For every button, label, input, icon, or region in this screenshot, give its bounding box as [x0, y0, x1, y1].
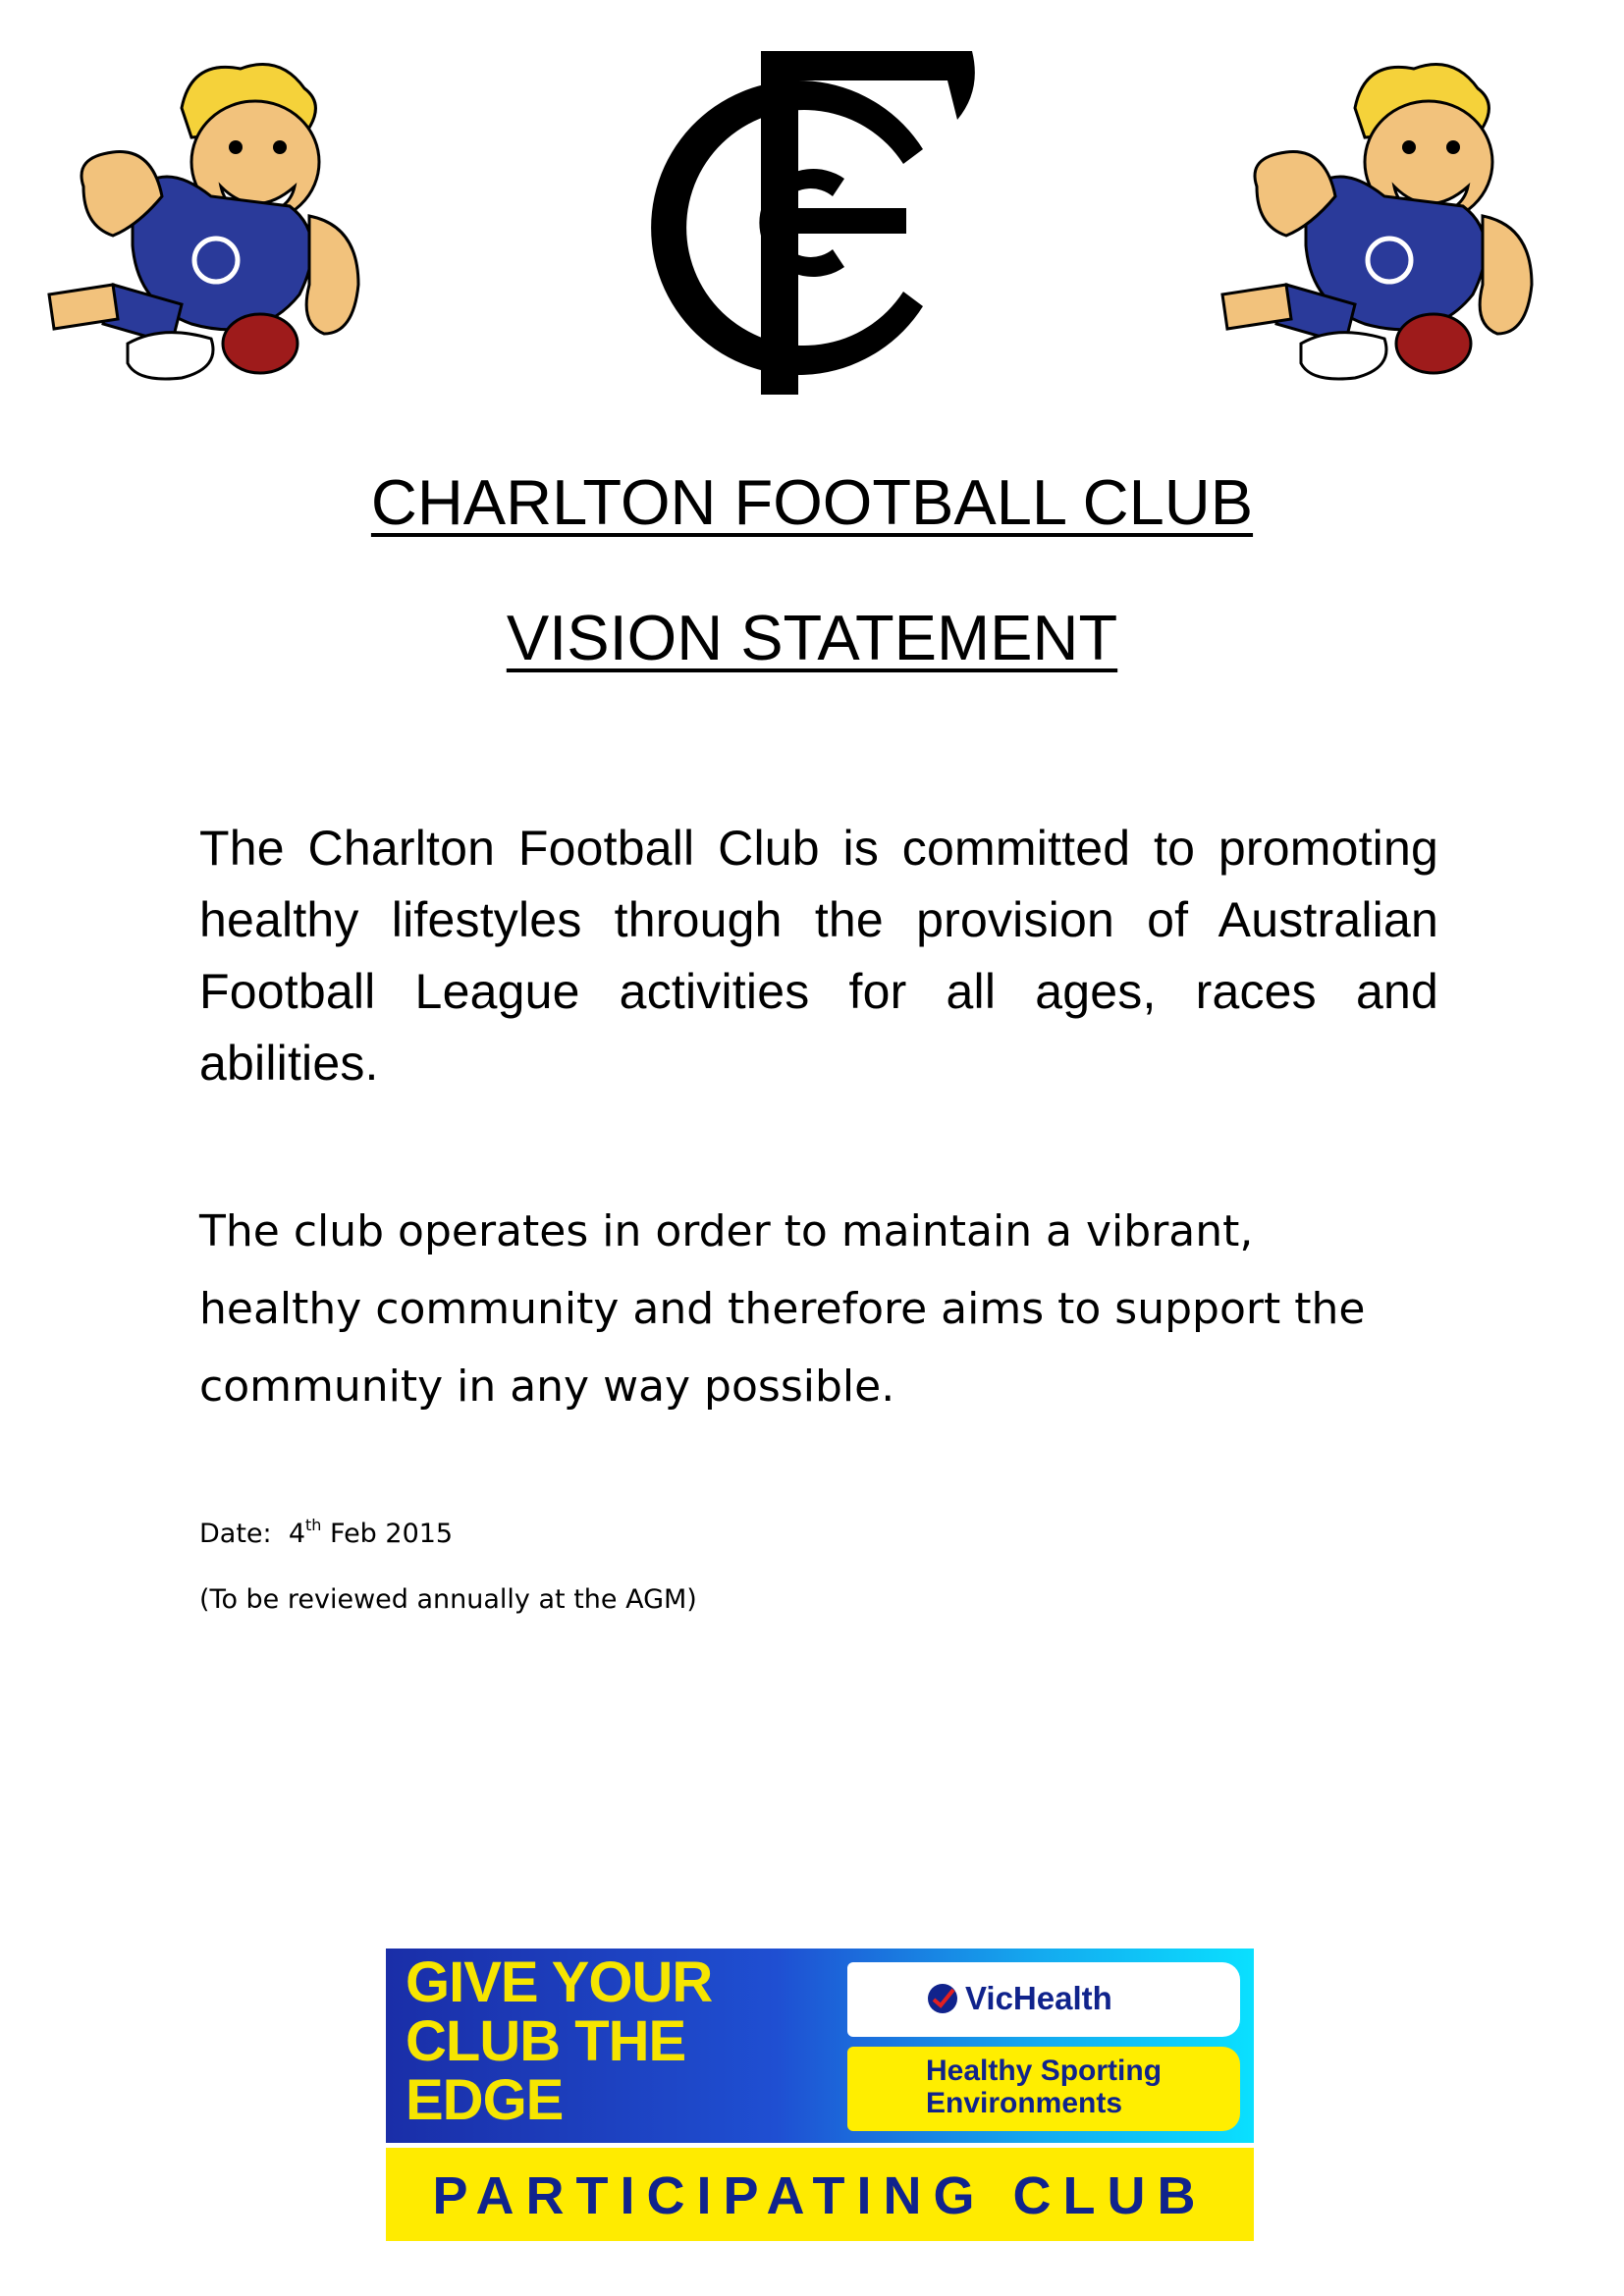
program-box — [847, 2047, 1240, 2131]
banner-line-2: CLUB THE — [406, 2009, 686, 2073]
vichealth-logo-icon — [926, 1982, 959, 2015]
banner-line-3: EDGE — [406, 2068, 564, 2132]
program-text — [926, 2055, 1162, 2119]
club-fc-logo — [609, 41, 992, 402]
participating-club-text: PARTICIPATING CLUB — [432, 2166, 1208, 2225]
program-line-1: Healthy Sporting — [926, 2055, 1163, 2087]
date-label: Date: — [199, 1519, 272, 1549]
vichealth-text: VicHealth — [965, 1980, 1112, 2016]
vichealth-box — [847, 1962, 1240, 2037]
mascot-illustration-right — [1218, 49, 1556, 388]
mission-line-1: The club operates in order to maintain a vibrant, — [199, 1206, 1254, 1256]
date-day: 4 — [288, 1519, 305, 1549]
review-note: (To be reviewed annually at the AGM) — [199, 1584, 697, 1615]
date-rest: Feb 2015 — [330, 1519, 454, 1549]
document-subtitle: VISION STATEMENT — [506, 602, 1118, 673]
banner-top-panel — [386, 1949, 1254, 2143]
document-title: CHARLTON FOOTBALL CLUB — [370, 466, 1254, 538]
mission-paragraph — [199, 1193, 1438, 1425]
banner-bottom-panel — [386, 2148, 1254, 2241]
program-line-2: Environments — [926, 2087, 1123, 2119]
date-line — [199, 1506, 453, 1554]
vision-paragraph: The Charlton Football Club is committed to promoting healthy lifestyles through the provision of Australian Football League activities for all ages, races and abilities. — [199, 821, 1438, 1091]
mascot-illustration-left — [44, 49, 383, 388]
participating-club-banner — [386, 1949, 1254, 2241]
banner-line-1: GIVE YOUR — [406, 1950, 713, 2014]
date-suffix: th — [305, 1516, 322, 1534]
mission-line-3: community in any way possible. — [199, 1362, 895, 1412]
mission-line-2: healthy community and therefore aims to support the — [199, 1284, 1366, 1334]
